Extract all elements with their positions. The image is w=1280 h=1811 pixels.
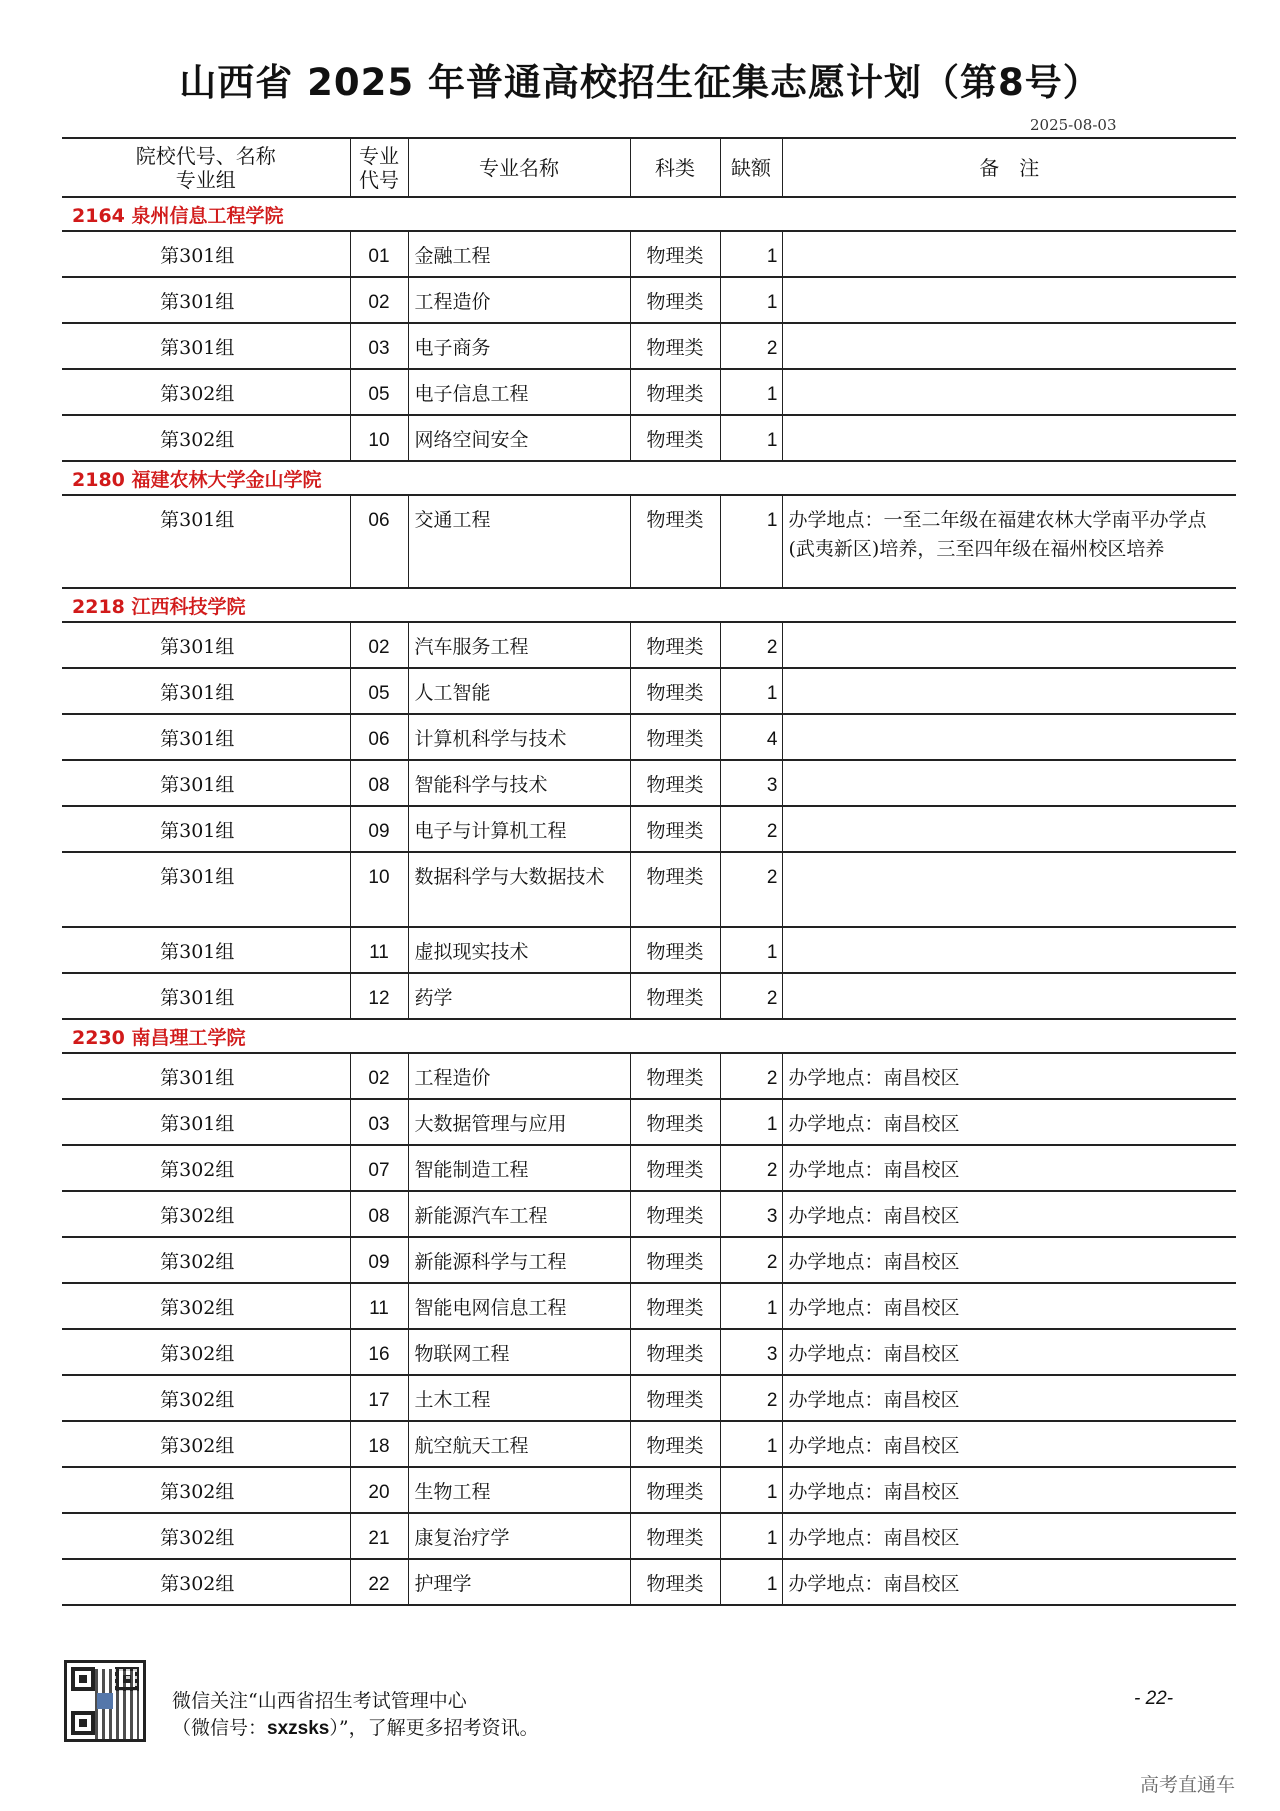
category-cell: 物理类 — [630, 1421, 720, 1467]
major-code-cell: 11 — [350, 927, 408, 973]
major-code-cell: 22 — [350, 1559, 408, 1605]
category-cell: 物理类 — [630, 369, 720, 415]
category-cell: 物理类 — [630, 760, 720, 806]
table-row — [62, 1145, 1236, 1191]
footer-line2-suffix: ）”，了解更多招考资讯。 — [329, 1717, 539, 1739]
major-name-cell: 新能源科学与工程 — [408, 1237, 630, 1283]
vacancy-cell: 1 — [720, 1421, 782, 1467]
group-cell: 第302组 — [62, 1467, 350, 1513]
note-cell: 办学地点：南昌校区 — [782, 1237, 1236, 1283]
table-row — [62, 231, 1236, 277]
major-code-cell: 03 — [350, 1099, 408, 1145]
major-code-cell: 17 — [350, 1375, 408, 1421]
group-cell: 第301组 — [62, 495, 350, 588]
vacancy-cell: 2 — [720, 323, 782, 369]
major-name-cell: 电子与计算机工程 — [408, 806, 630, 852]
table-row — [62, 415, 1236, 461]
major-name-cell: 数据科学与大数据技术 — [408, 852, 630, 927]
vacancy-cell: 1 — [720, 1467, 782, 1513]
wechat-qr-code — [64, 1660, 146, 1742]
note-cell — [782, 852, 1236, 927]
header-school-line1: 院校代号、名称 — [135, 143, 276, 168]
group-cell: 第301组 — [62, 714, 350, 760]
wechat-id: sxzsks — [267, 1718, 330, 1739]
vacancy-cell: 2 — [720, 973, 782, 1019]
table-row — [62, 323, 1236, 369]
header-major-code — [350, 138, 408, 197]
group-cell: 第301组 — [62, 277, 350, 323]
major-code-cell: 16 — [350, 1329, 408, 1375]
group-cell: 第301组 — [62, 760, 350, 806]
category-cell: 物理类 — [630, 495, 720, 588]
plan-table — [62, 137, 1236, 1606]
category-cell: 物理类 — [630, 277, 720, 323]
category-cell: 物理类 — [630, 323, 720, 369]
major-code-cell: 08 — [350, 1191, 408, 1237]
header-category: 科类 — [630, 138, 720, 197]
major-name-cell: 康复治疗学 — [408, 1513, 630, 1559]
school-section-row — [62, 1019, 1236, 1053]
major-code-cell: 01 — [350, 231, 408, 277]
table-header — [62, 138, 1236, 197]
note-cell — [782, 277, 1236, 323]
footer-notice — [172, 1688, 539, 1742]
school-name: 2180 福建农林大学金山学院 — [62, 461, 1236, 495]
note-cell — [782, 668, 1236, 714]
vacancy-cell: 1 — [720, 369, 782, 415]
note-cell — [782, 231, 1236, 277]
major-name-cell: 交通工程 — [408, 495, 630, 588]
vacancy-cell: 1 — [720, 927, 782, 973]
note-cell — [782, 369, 1236, 415]
header-code-line2: 代号 — [359, 167, 399, 192]
group-cell: 第301组 — [62, 1053, 350, 1099]
major-name-cell: 物联网工程 — [408, 1329, 630, 1375]
table-row — [62, 369, 1236, 415]
note-cell: 办学地点：南昌校区 — [782, 1513, 1236, 1559]
group-cell: 第302组 — [62, 1237, 350, 1283]
vacancy-cell: 1 — [720, 1099, 782, 1145]
major-name-cell: 药学 — [408, 973, 630, 1019]
group-cell: 第301组 — [62, 852, 350, 927]
table-row — [62, 1559, 1236, 1605]
group-cell: 第301组 — [62, 622, 350, 668]
major-code-cell: 02 — [350, 277, 408, 323]
note-cell — [782, 973, 1236, 1019]
category-cell: 物理类 — [630, 622, 720, 668]
major-code-cell: 02 — [350, 622, 408, 668]
vacancy-cell: 1 — [720, 495, 782, 588]
major-code-cell: 03 — [350, 323, 408, 369]
category-cell: 物理类 — [630, 1191, 720, 1237]
table-body — [62, 197, 1236, 1605]
group-cell: 第302组 — [62, 369, 350, 415]
table-row — [62, 1513, 1236, 1559]
major-name-cell: 人工智能 — [408, 668, 630, 714]
footer-line2-prefix: （微信号： — [172, 1717, 268, 1739]
table-row — [62, 1237, 1236, 1283]
category-cell: 物理类 — [630, 1513, 720, 1559]
category-cell: 物理类 — [630, 1237, 720, 1283]
category-cell: 物理类 — [630, 1375, 720, 1421]
vacancy-cell: 2 — [720, 1145, 782, 1191]
category-cell: 物理类 — [630, 852, 720, 927]
table-row — [62, 622, 1236, 668]
major-code-cell: 09 — [350, 806, 408, 852]
group-cell: 第302组 — [62, 415, 350, 461]
major-code-cell: 21 — [350, 1513, 408, 1559]
school-section-row — [62, 461, 1236, 495]
table-row — [62, 806, 1236, 852]
major-code-cell: 02 — [350, 1053, 408, 1099]
major-name-cell: 智能电网信息工程 — [408, 1283, 630, 1329]
major-code-cell: 08 — [350, 760, 408, 806]
note-cell: 办学地点：南昌校区 — [782, 1145, 1236, 1191]
major-name-cell: 土木工程 — [408, 1375, 630, 1421]
note-cell — [782, 760, 1236, 806]
school-section-row — [62, 197, 1236, 231]
group-cell: 第301组 — [62, 806, 350, 852]
note-cell: 办学地点：南昌校区 — [782, 1421, 1236, 1467]
group-cell: 第301组 — [62, 973, 350, 1019]
header-note: 备 注 — [782, 138, 1236, 197]
publish-date: 2025-08-03 — [1030, 116, 1117, 134]
table-row — [62, 1191, 1236, 1237]
major-name-cell: 计算机科学与技术 — [408, 714, 630, 760]
table-row — [62, 1421, 1236, 1467]
header-school-line2: 专业组 — [175, 167, 236, 192]
category-cell: 物理类 — [630, 1099, 720, 1145]
group-cell: 第302组 — [62, 1329, 350, 1375]
table-row — [62, 1099, 1236, 1145]
major-code-cell: 10 — [350, 415, 408, 461]
page-number: - 22- — [1134, 1688, 1174, 1709]
category-cell: 物理类 — [630, 1145, 720, 1191]
header-vacancy: 缺额 — [720, 138, 782, 197]
group-cell: 第302组 — [62, 1513, 350, 1559]
major-name-cell: 新能源汽车工程 — [408, 1191, 630, 1237]
category-cell: 物理类 — [630, 806, 720, 852]
vacancy-cell: 2 — [720, 1375, 782, 1421]
major-code-cell: 07 — [350, 1145, 408, 1191]
category-cell: 物理类 — [630, 1329, 720, 1375]
category-cell: 物理类 — [630, 1559, 720, 1605]
school-name: 2164 泉州信息工程学院 — [62, 197, 1236, 231]
footer-line1: 微信关注“山西省招生考试管理中心 — [172, 1690, 467, 1712]
page-title: 山西省 2025 年普通高校招生征集志愿计划（第8号） — [179, 61, 1101, 104]
group-cell: 第302组 — [62, 1145, 350, 1191]
note-cell: 办学地点：南昌校区 — [782, 1375, 1236, 1421]
school-section-row — [62, 588, 1236, 622]
major-code-cell: 10 — [350, 852, 408, 927]
major-code-cell: 12 — [350, 973, 408, 1019]
note-cell — [782, 714, 1236, 760]
note-cell: 办学地点：南昌校区 — [782, 1559, 1236, 1605]
category-cell: 物理类 — [630, 668, 720, 714]
major-name-cell: 电子信息工程 — [408, 369, 630, 415]
note-cell: 办学地点：一至二年级在福建农林大学南平办学点(武夷新区)培养，三至四年级在福州校区培养 — [782, 495, 1236, 588]
header-major-name: 专业名称 — [408, 138, 630, 197]
group-cell: 第301组 — [62, 1099, 350, 1145]
table-row — [62, 277, 1236, 323]
table-row — [62, 973, 1236, 1019]
category-cell: 物理类 — [630, 714, 720, 760]
group-cell: 第302组 — [62, 1191, 350, 1237]
category-cell: 物理类 — [630, 231, 720, 277]
major-name-cell: 汽车服务工程 — [408, 622, 630, 668]
table-row — [62, 1467, 1236, 1513]
vacancy-cell: 2 — [720, 1053, 782, 1099]
category-cell: 物理类 — [630, 1053, 720, 1099]
footer-line2 — [172, 1715, 539, 1742]
major-code-cell: 20 — [350, 1467, 408, 1513]
vacancy-cell: 1 — [720, 1283, 782, 1329]
header-school-group — [62, 138, 350, 197]
vacancy-cell: 1 — [720, 231, 782, 277]
major-code-cell: 05 — [350, 668, 408, 714]
table-row — [62, 668, 1236, 714]
group-cell: 第301组 — [62, 668, 350, 714]
category-cell: 物理类 — [630, 415, 720, 461]
vacancy-cell: 3 — [720, 1329, 782, 1375]
plan-table-container — [62, 137, 1236, 1606]
vacancy-cell: 4 — [720, 714, 782, 760]
major-name-cell: 虚拟现实技术 — [408, 927, 630, 973]
school-name: 2218 江西科技学院 — [62, 588, 1236, 622]
group-cell: 第301组 — [62, 927, 350, 973]
note-cell: 办学地点：南昌校区 — [782, 1283, 1236, 1329]
note-cell — [782, 806, 1236, 852]
major-name-cell: 智能科学与技术 — [408, 760, 630, 806]
group-cell: 第302组 — [62, 1375, 350, 1421]
vacancy-cell: 1 — [720, 277, 782, 323]
major-code-cell: 06 — [350, 714, 408, 760]
table-row — [62, 852, 1236, 927]
table-row — [62, 714, 1236, 760]
category-cell: 物理类 — [630, 973, 720, 1019]
group-cell: 第301组 — [62, 323, 350, 369]
vacancy-cell: 1 — [720, 415, 782, 461]
note-cell — [782, 323, 1236, 369]
category-cell: 物理类 — [630, 927, 720, 973]
major-name-cell: 电子商务 — [408, 323, 630, 369]
major-code-cell: 11 — [350, 1283, 408, 1329]
major-name-cell: 大数据管理与应用 — [408, 1099, 630, 1145]
vacancy-cell: 1 — [720, 1513, 782, 1559]
category-cell: 物理类 — [630, 1467, 720, 1513]
vacancy-cell: 2 — [720, 852, 782, 927]
header-code-line1: 专业 — [359, 143, 399, 168]
note-cell — [782, 622, 1236, 668]
note-cell: 办学地点：南昌校区 — [782, 1053, 1236, 1099]
vacancy-cell: 2 — [720, 806, 782, 852]
table-row — [62, 1375, 1236, 1421]
vacancy-cell: 2 — [720, 1237, 782, 1283]
table-row — [62, 1329, 1236, 1375]
note-cell: 办学地点：南昌校区 — [782, 1099, 1236, 1145]
group-cell: 第302组 — [62, 1421, 350, 1467]
note-cell: 办学地点：南昌校区 — [782, 1467, 1236, 1513]
watermark: 高考直通车 — [1140, 1774, 1236, 1796]
table-row — [62, 1053, 1236, 1099]
major-name-cell: 金融工程 — [408, 231, 630, 277]
table-row — [62, 760, 1236, 806]
major-name-cell: 航空航天工程 — [408, 1421, 630, 1467]
vacancy-cell: 2 — [720, 622, 782, 668]
major-code-cell: 18 — [350, 1421, 408, 1467]
major-name-cell: 网络空间安全 — [408, 415, 630, 461]
group-cell: 第301组 — [62, 231, 350, 277]
note-cell: 办学地点：南昌校区 — [782, 1329, 1236, 1375]
vacancy-cell: 3 — [720, 1191, 782, 1237]
table-row — [62, 495, 1236, 588]
group-cell: 第302组 — [62, 1283, 350, 1329]
major-name-cell: 工程造价 — [408, 277, 630, 323]
note-cell — [782, 415, 1236, 461]
major-name-cell: 智能制造工程 — [408, 1145, 630, 1191]
vacancy-cell: 1 — [720, 668, 782, 714]
table-row — [62, 927, 1236, 973]
major-name-cell: 生物工程 — [408, 1467, 630, 1513]
table-row — [62, 1283, 1236, 1329]
major-code-cell: 05 — [350, 369, 408, 415]
school-name: 2230 南昌理工学院 — [62, 1019, 1236, 1053]
major-code-cell: 06 — [350, 495, 408, 588]
vacancy-cell: 3 — [720, 760, 782, 806]
group-cell: 第302组 — [62, 1559, 350, 1605]
vacancy-cell: 1 — [720, 1559, 782, 1605]
note-cell: 办学地点：南昌校区 — [782, 1191, 1236, 1237]
major-name-cell: 护理学 — [408, 1559, 630, 1605]
major-name-cell: 工程造价 — [408, 1053, 630, 1099]
note-cell — [782, 927, 1236, 973]
category-cell: 物理类 — [630, 1283, 720, 1329]
major-code-cell: 09 — [350, 1237, 408, 1283]
